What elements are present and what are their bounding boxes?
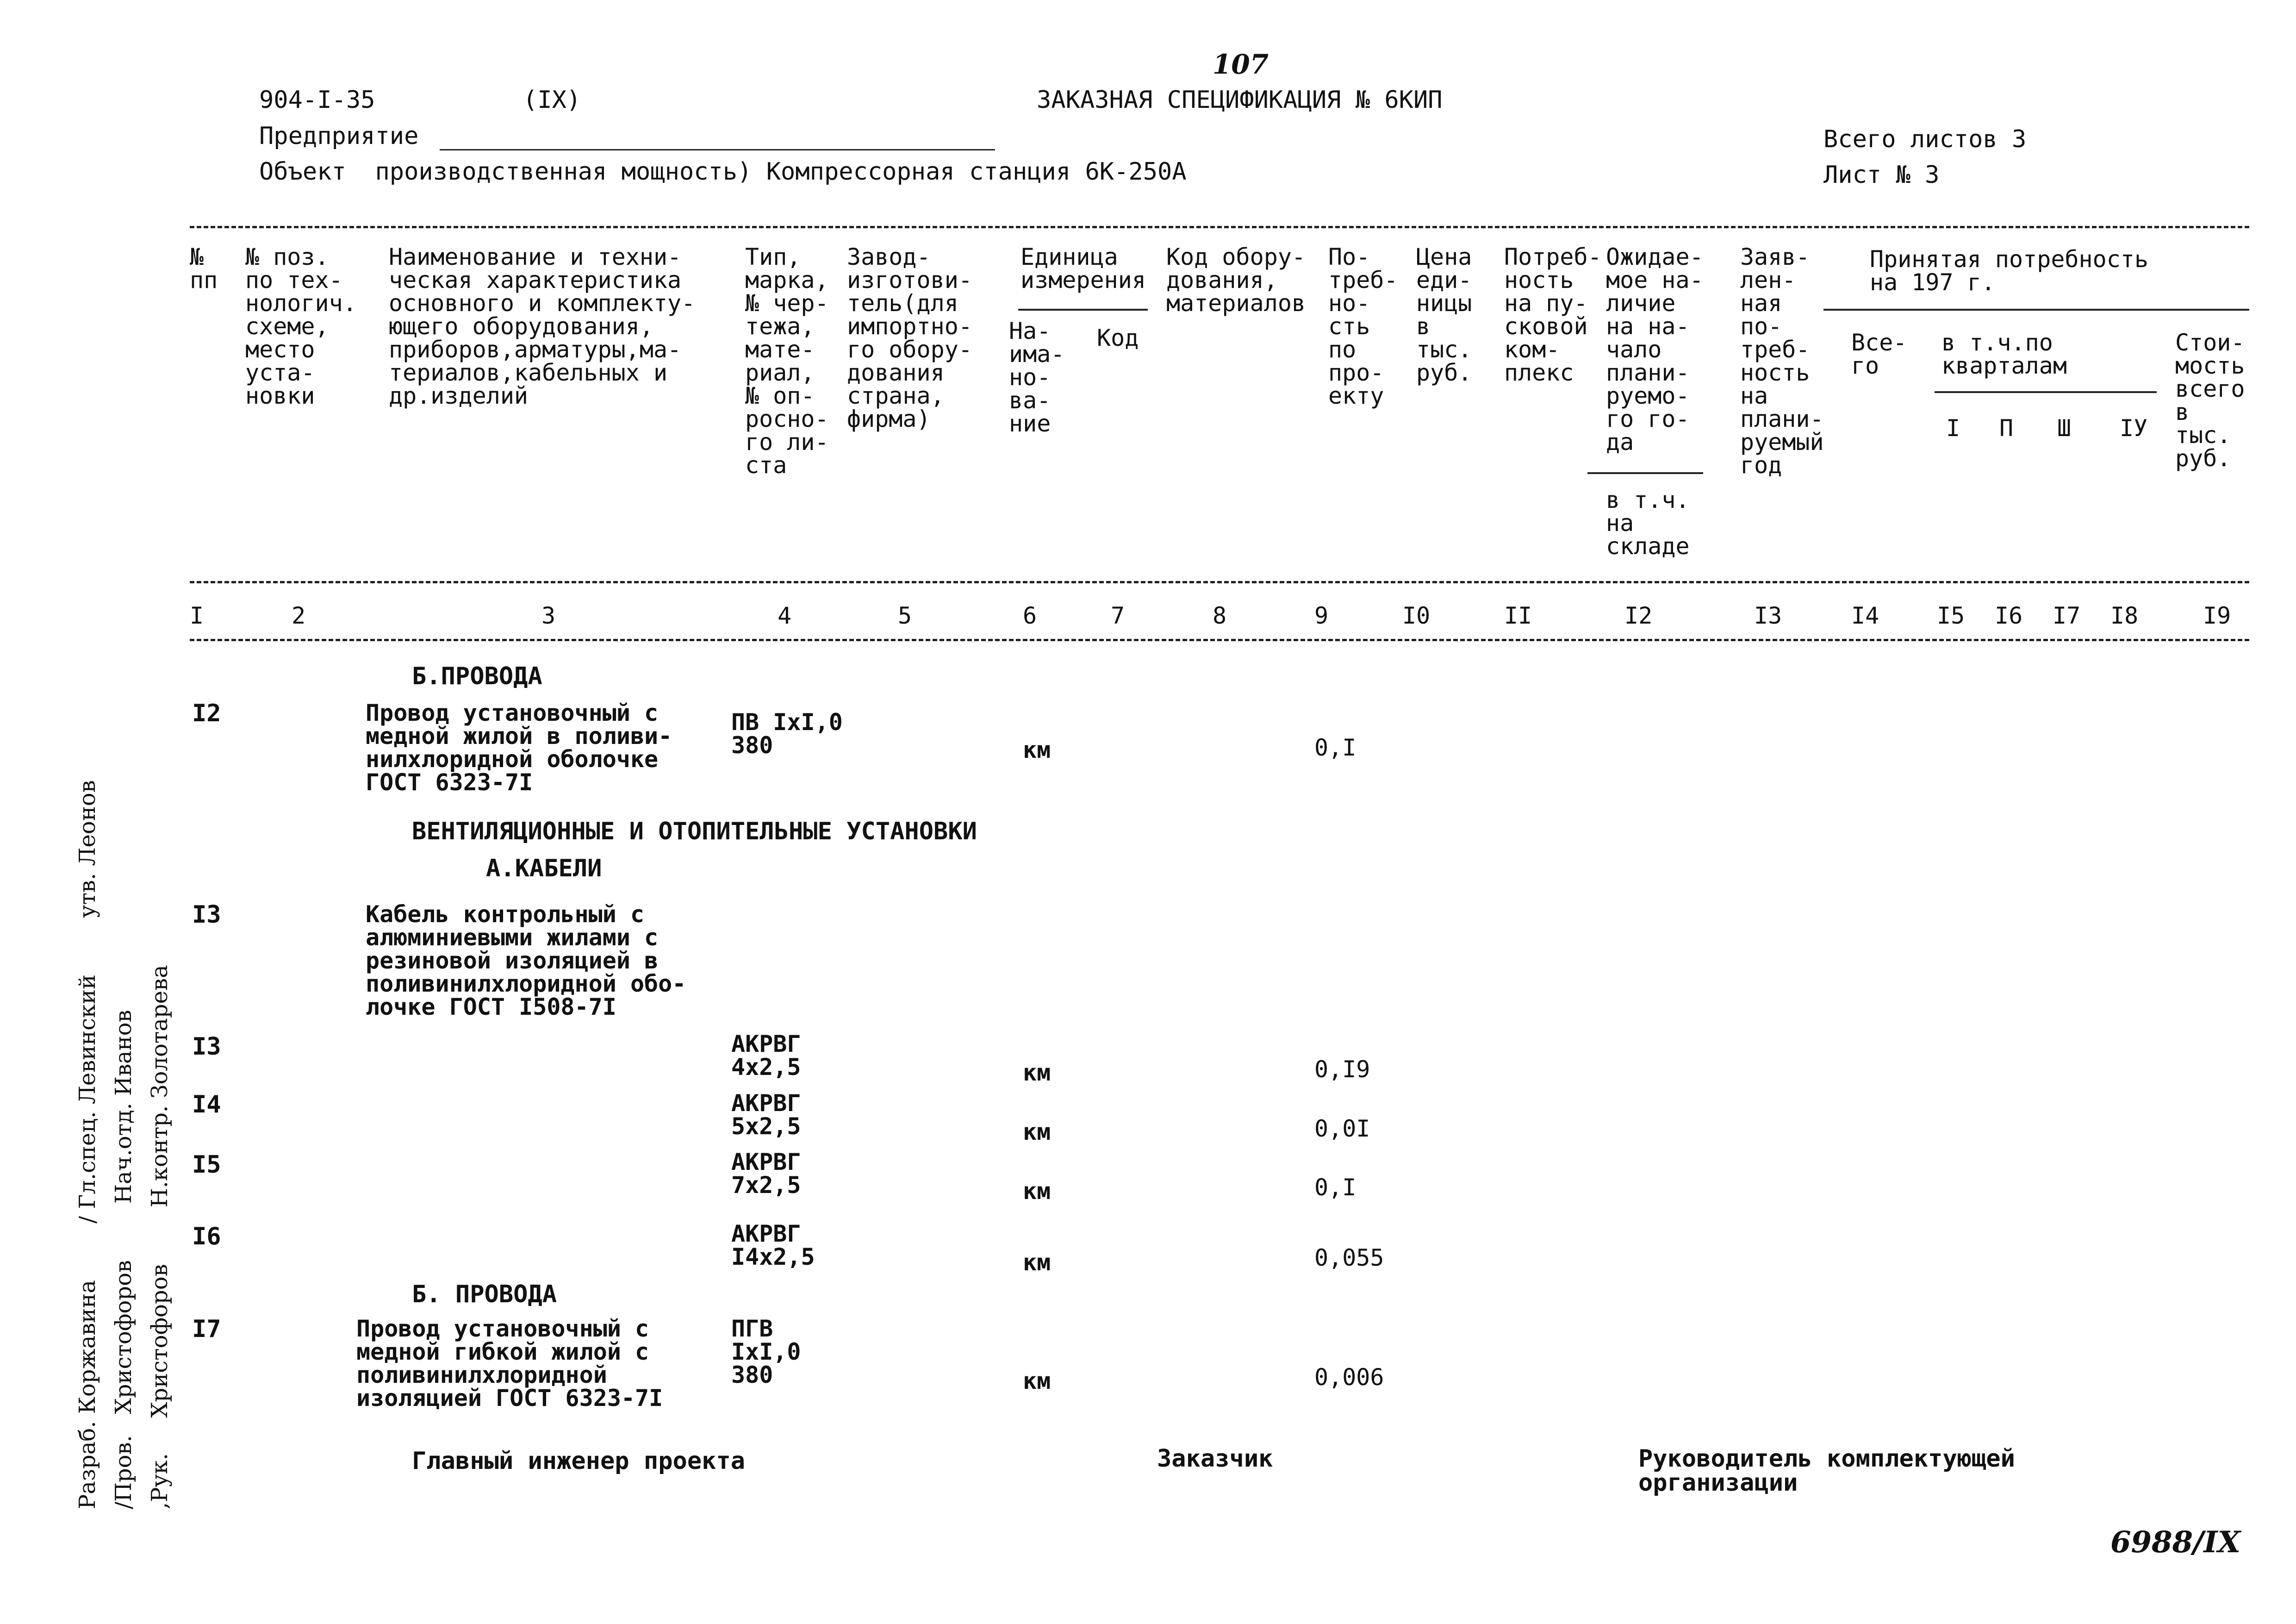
col-header-12: Ожидае- мое на- личие на на- чало плани- руемо- го го- да	[1606, 244, 1704, 456]
row-unit: км	[1023, 1368, 1051, 1394]
col-number: 9	[1314, 602, 1329, 629]
row-quantity: 0,0I	[1314, 1115, 1370, 1142]
quarters-rule	[1935, 391, 2157, 393]
col-number: II	[1504, 602, 1532, 629]
row-unit: км	[1023, 737, 1051, 763]
col-header-9: По- треб- но- сть по про- екту	[1328, 244, 1398, 409]
col-number: I8	[2110, 602, 2139, 629]
table-colnum-rule	[190, 639, 2249, 641]
col-header-quarters: в т.ч.по кварталам	[1941, 329, 2067, 379]
col-header-unit-group: Единица измерения	[1020, 244, 1146, 294]
album-number: (IX)	[523, 86, 581, 114]
col-header-q2: П	[1999, 415, 2014, 442]
col-number: 5	[898, 602, 912, 629]
row-type: ПВ IxI,0 380	[731, 709, 843, 759]
col-header-11: Потреб- ность на пу- сковой ком- плекс	[1504, 244, 1602, 386]
col-header-19: Стои- мость всего в тыс. руб.	[2175, 329, 2245, 472]
row-unit: км	[1023, 1249, 1051, 1276]
row-type: ПГВ IxI,0 380	[731, 1315, 801, 1388]
enterprise-label: Предприятие	[259, 122, 419, 150]
row-number: I2	[192, 700, 221, 727]
footer-customer: Заказчик	[1157, 1445, 1273, 1473]
col-number: I5	[1937, 602, 1965, 629]
section-heading: А.КАБЕЛИ	[486, 855, 602, 882]
row-unit: км	[1023, 1118, 1051, 1145]
col-header-5: Завод- изготови- тель(для импортно- го обору- дования страна, фирма)	[847, 244, 972, 432]
col-header-7: Код	[1097, 325, 1139, 351]
section-heading: Б.ПРОВОДА	[412, 662, 542, 690]
row-unit: км	[1023, 1178, 1051, 1205]
col-number: I7	[2053, 602, 2081, 629]
accepted-group-rule	[1823, 309, 2249, 311]
row-quantity: 0,I9	[1314, 1056, 1370, 1083]
col-header-14: Все- го	[1851, 329, 1907, 379]
col-header-10: Цена еди- ницы в тыс. руб.	[1416, 244, 1472, 386]
sheets-total: Всего листов 3	[1823, 125, 2027, 153]
col-number: I0	[1402, 602, 1431, 629]
stamp-line: ,Рук. Христофоров Н.контр. Золотарева	[147, 965, 173, 1509]
row-type: АКРВГ 4x2,5	[731, 1031, 801, 1081]
col-number: 8	[1213, 602, 1227, 629]
col-number: 6	[1023, 602, 1037, 629]
doc-code: 904-I-35	[259, 86, 375, 114]
col-number: 2	[292, 602, 306, 629]
unit-group-rule	[1018, 309, 1148, 311]
col-number: I3	[1754, 602, 1782, 629]
col-header-q1: I	[1946, 415, 1960, 442]
col-header-1: № пп	[190, 244, 218, 294]
col-number: 7	[1111, 602, 1125, 629]
row-unit: км	[1023, 1059, 1051, 1086]
row-name: Кабель контрольный с алюминиевыми жилами с резиновой изоляцией в поливинилхлоридной обо- лочке ГОСТ I508-7I	[366, 901, 686, 1020]
col-number: 3	[541, 602, 556, 629]
row-quantity: 0,I	[1314, 1174, 1356, 1201]
sheet-number: Лист № 3	[1823, 161, 1940, 189]
col-header-q4: IУ	[2120, 415, 2148, 442]
row-type: АКРВГ 7x2,5	[731, 1149, 801, 1199]
row-quantity: 0,006	[1314, 1364, 1384, 1391]
footer-organization-head: Руководитель комплектующей организации	[1638, 1445, 2015, 1497]
table-top-rule	[190, 226, 2249, 228]
enterprise-underline	[440, 149, 995, 150]
row-type: АКРВГ 5x2,5	[731, 1090, 801, 1140]
col-header-4: Тип, марка, № чер- тежа, мате- риал, № оп- росно- го ли- ста	[745, 244, 829, 479]
col-number: I9	[2203, 602, 2231, 629]
col-number: I4	[1851, 602, 1879, 629]
archive-number: 6988/IX	[2110, 1525, 2241, 1560]
col-header-13: Заяв- лен- ная по- треб- ность на плани- руемый год	[1740, 244, 1824, 479]
row-name: Провод установочный с медной жилой в поливи- нилхлоридной оболочке ГОСТ 6323-7I	[366, 700, 672, 796]
col-header-6: На- има- но- ва- ние	[1009, 318, 1065, 437]
stock-rule	[1587, 472, 1703, 474]
col-number: I	[190, 602, 204, 629]
col-header-8: Код обору- дования, материалов	[1166, 244, 1306, 317]
row-type: АКРВГ I4x2,5	[731, 1220, 815, 1270]
document-title: ЗАКАЗНАЯ СПЕЦИФИКАЦИЯ № 6КИП	[1037, 86, 1443, 114]
stamp-line: /Пров. Христофоров Нач.отд. Иванов	[111, 1010, 137, 1509]
row-number: I3	[192, 901, 221, 929]
row-number: I5	[192, 1151, 221, 1179]
page-number: 107	[1213, 49, 1269, 80]
side-signature-stamp	[69, 444, 178, 1509]
col-number: I2	[1624, 602, 1653, 629]
footer-chief-engineer: Главный инженер проекта	[412, 1447, 746, 1475]
table-header-rule	[190, 581, 2249, 583]
col-header-q3: Ш	[2057, 415, 2072, 442]
section-heading: ВЕНТИЛЯЦИОННЫЕ И ОТОПИТЕЛЬНЫЕ УСТАНОВКИ	[412, 818, 977, 845]
col-header-12-stock: в т.ч. на складе	[1606, 487, 1690, 560]
col-header-3: Наименование и техни- ческая характеристика основного и комплекту- ющего оборудования, приборов,арматуры,ма- териалов,кабельных и др.изделий	[389, 244, 696, 409]
col-number: 4	[778, 602, 792, 629]
section-heading: Б. ПРОВОДА	[412, 1280, 557, 1308]
stamp-line: Разраб. Коржавина / Гл.спец. Левинский утв. Леонов	[75, 780, 100, 1509]
col-number: I6	[1995, 602, 2023, 629]
row-number: I6	[192, 1223, 221, 1250]
col-header-2: № поз. по тех- нологич. схеме, место уста- новки	[245, 244, 357, 409]
row-number: I4	[192, 1091, 221, 1118]
object-line: Объект производственная мощность) Компрессорная станция 6К-250А	[259, 158, 1187, 186]
row-name: Провод установочный с медной гибкой жилой с поливинилхлоридной изоляцией ГОСТ 6323-7I	[356, 1315, 663, 1412]
row-quantity: 0,I	[1314, 734, 1356, 761]
row-number: I3	[192, 1033, 221, 1061]
col-header-accepted: Принятая потребность на 197 г.	[1870, 246, 2149, 296]
row-quantity: 0,055	[1314, 1244, 1384, 1271]
row-number: I7	[192, 1315, 221, 1343]
